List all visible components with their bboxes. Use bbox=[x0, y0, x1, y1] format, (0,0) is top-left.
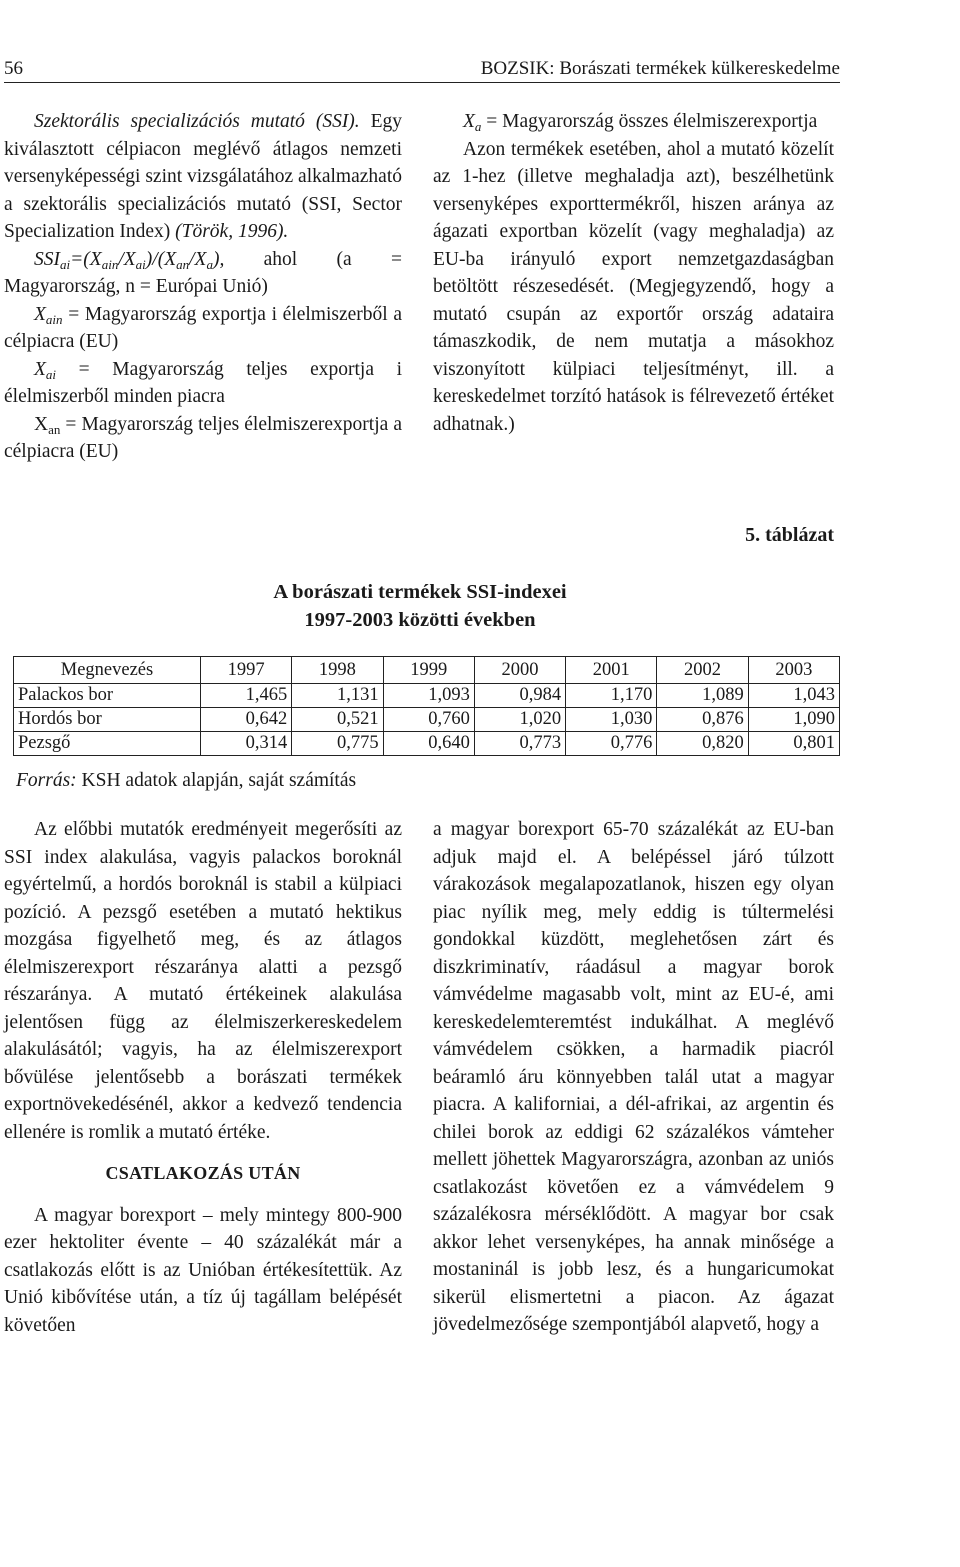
ssi-term: Szektorális specializációs mutató (SSI). bbox=[34, 111, 360, 132]
accession-continuation: a magyar borexport 65-70 százalékát az EU-ban adjuk majd el. A belépéssel járó túlzott várakozások megalapozatlanok, hiszen egy olyan piac nyílik meg, mely eddig is túltermelési gondokkal küzdött, meglehetősen zárt és diszkriminatív, ráadásul a magyar borok vámvédelme magasabb volt, mint az EU-é, ami kereskedelemteremtést indukálhat. A meglévő vámvédelem csökken, a harmadik piacról beáramló áru könnyebben talál utat a magyar piacra. A kaliforniai, a dél-afrikai, az argentin és chilei borok az eddigi 62 százalékos vámteher mellett jöhettek Magyarországra, azonban az uniós csatlakozást követően ez a vámvédelem 9 százalékosra mérséklődött. A magyar bor csak akkor lehet versenyképes, ha annak minősége a mostaninál is jobb lesz, és a hungaricumokat sikerül elismertetni a piacon. Az ágazat jövedelmezősége szempontjából alapvető, hogy a bbox=[433, 819, 834, 1335]
definition-xan: $X_{an}$ = Magyarország teljes élelmiszerexportja a célpiacra (EU) bbox=[4, 413, 402, 462]
table-title: A borászati termékek SSI-indexei 1997-2003 közötti években bbox=[273, 581, 567, 631]
table-row: Palackos bor 1,465 1,131 1,093 0,984 1,170 1,089 1,043 bbox=[14, 684, 840, 708]
page-number: 56 bbox=[4, 58, 23, 79]
results-paragraph: Az előbbi mutatók eredményeit megerősíti az SSI index alakulása, vagyis palackos boroknál egyértelmű, a hordós boroknál is stabil a külpiaci pozíció. A pezsgő esetében a mutató hektikus mozgása figyelhető meg, és az átlagos élelmiszerexport részaránya alatti a pezsgő részaránya. A mutató értékeinek alakulása jelentősen függ az élelmiszerkereskedelem alakulásától; vagyis, ha az élelmiszerexport bővülése jelentősebb a borászati termékek exportnövekedésénél, akkor a kedvező tendencia ellenére is romlik a mutató értéke. bbox=[4, 819, 402, 1143]
header-rule bbox=[4, 82, 840, 83]
column-right-bottom bbox=[433, 816, 834, 1339]
ssi-formula: $SSI_{ai}=(X_{ain}/X_{ai})/(X_{an}/X_a)$, ahol (a = Magyarország, n = Európai Unió) bbox=[4, 248, 402, 297]
column-left-bottom bbox=[4, 816, 402, 1339]
ssi-definition-paragraph: Szektorális specializációs mutató (SSI). Egy kiválasztott célpiacon meglévő átlagos nemzeti versenyképességi szint vizsgálatához alkalmazható a szektorális specializációs mutató (SSI, Sector Specialization Index) (Török, 1996). bbox=[4, 111, 402, 242]
table-header-row: Megnevezés 1997 1998 1999 2000 2001 2002 2003 bbox=[14, 657, 840, 684]
accession-paragraph: A magyar borexport – mely mintegy 800-900 ezer hektoliter évente – 40 százalékát már a csatlakozás előtt is az Unióban értékesítettük. Az Unió kibővítése után, a tíz új tagállam belépését követően bbox=[4, 1204, 402, 1336]
definition-xa: $X_a$ = Magyarország összes élelmiszerexportja bbox=[463, 111, 818, 134]
interpretation-paragraph: Azon termékek esetében, ahol a mutató közelít az 1-hez (illetve meghaladja azt), beszélhetünk versenyképes exporttermékről, hiszen aránya az ágazati exportban közelít (vagy meghaladja) az EU-ba irányuló export nemzetgazdaságban betöltött részesedését. (Megjegyzendő, hogy a mutató csupán az exportőr ország adataira támaszkodik, de nem mutatja a másokhoz viszonyított külpiaci teljesítményt, ill. a kereskedelmet torzító hatások is félrevezető értéket adhatnak.) bbox=[433, 138, 834, 435]
running-title: BOZSIK: Borászati termékek külkereskedelme bbox=[480, 58, 840, 79]
table-row: Hordós bor 0,642 0,521 0,760 1,020 1,030 0,876 1,090 bbox=[14, 708, 840, 732]
table-row: Pezsgő 0,314 0,775 0,640 0,773 0,776 0,820 0,801 bbox=[14, 732, 840, 756]
definition-xain: $X_{ain}$ = Magyarország exportja i élelmiszerből a célpiacra (EU) bbox=[4, 303, 402, 352]
column-left-top bbox=[4, 108, 402, 466]
table-source: Forrás: KSH adatok alapján, saját számítás bbox=[16, 770, 357, 791]
citation: (Török, 1996). bbox=[175, 221, 289, 242]
definition-xai: $X_{ai}$ = Magyarország teljes exportja i élelmiszerből minden piacra bbox=[4, 358, 402, 407]
ssi-table bbox=[13, 656, 840, 756]
table-number: 5. táblázat bbox=[745, 524, 834, 546]
column-right-top bbox=[433, 108, 834, 438]
section-heading: CSATLAKOZÁS UTÁN bbox=[105, 1163, 301, 1183]
